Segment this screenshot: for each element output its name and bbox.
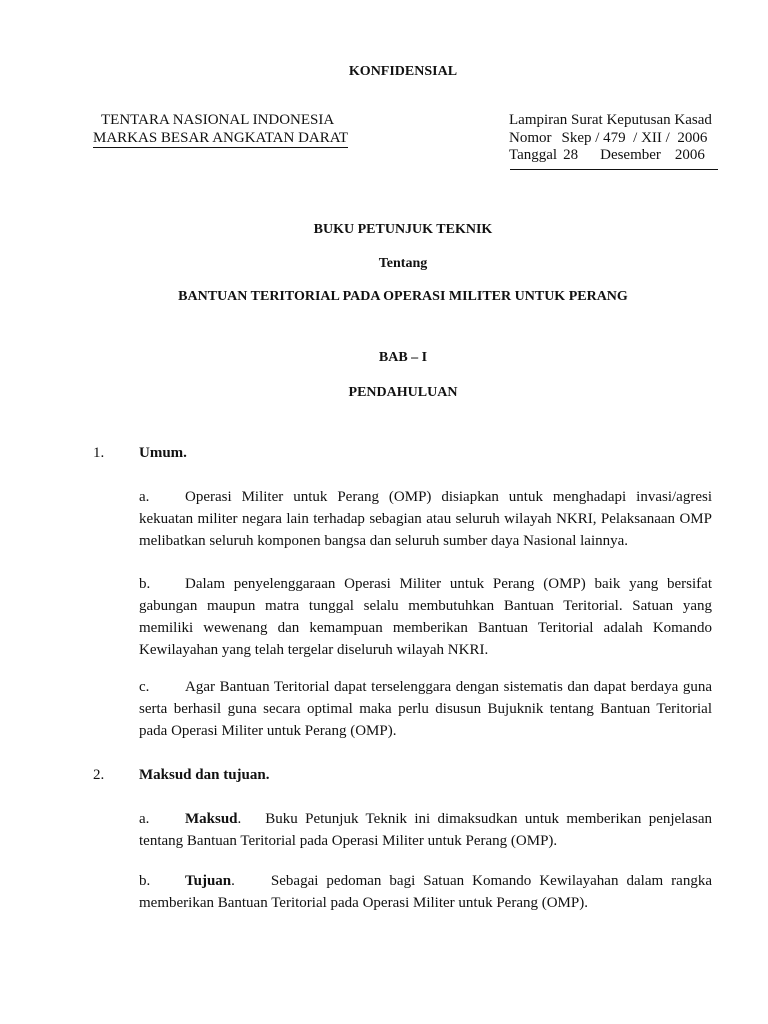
section-1-title: Umum. <box>139 445 187 461</box>
title-line2: Tentang <box>378 256 428 271</box>
tanggal-day: 28 <box>563 147 579 163</box>
title-line3: BANTUAN TERITORIAL PADA OPERASI MILITER UNTUK PERANG <box>178 289 628 304</box>
item-text: Sebagai pedoman bagi Satuan Komando Kewilayahan dalam rangka memberikan Bantuan Teritorial pada Operasi Militer untuk Perang (OMP). <box>139 873 712 911</box>
item-keyword: Tujuan <box>185 873 232 889</box>
header-right-rule <box>510 169 718 170</box>
tanggal-label: Tanggal <box>509 147 558 163</box>
nomor-value: Skep / 479 / XII / 2006 <box>561 130 708 146</box>
tanggal-year: 2006 <box>674 147 705 163</box>
title-line1: BUKU PETUNJUK TEKNIK <box>313 222 493 237</box>
item-label: c. <box>139 679 150 695</box>
header-right-tanggal <box>509 146 705 165</box>
tanggal-month: Desember <box>600 147 661 163</box>
item-text: Agar Bantuan Teritorial dapat terselenggara dengan sistematis dan dapat berdaya guna serta berhasil guna secara optimal maka perlu disusun Bujuknik tentang Bantuan Teritorial pada Operasi Militer untuk Perang (OMP). <box>139 679 712 739</box>
section-1-number: 1. <box>93 445 105 461</box>
chapter-number: BAB – I <box>378 350 428 365</box>
item-text: Buku Petunjuk Teknik ini dimaksudkan untuk memberikan penjelasan tentang Bantuan Teritorial pada Operasi Militer untuk Perang (OMP). <box>139 811 712 849</box>
item-label: b. <box>139 576 151 592</box>
item-text: Dalam penyelenggaraan Operasi Militer untuk Perang (OMP) baik yang bersifat gabungan maupun matra tunggal selalu membutuhkan Bantuan Teritorial. Satuan yang memiliki wewenang dan kemampuan memberikan Bantuan Teritorial adalah Komando Kewilayahan yang telah tergelar diseluruh wilayah NKRI. <box>139 576 712 658</box>
item-label: a. <box>139 489 150 505</box>
section-1-item-b <box>139 573 712 661</box>
header-right-line1: Lampiran Surat Keputusan Kasad <box>509 112 712 128</box>
item-keyword: Maksud <box>185 811 238 827</box>
section-2-title: Maksud dan tujuan. <box>139 767 270 783</box>
item-label: a. <box>139 811 150 827</box>
header-left-line2 <box>93 129 348 148</box>
section-1-item-c <box>139 676 712 742</box>
section-1-item-a <box>139 486 712 552</box>
chapter-name: PENDAHULUAN <box>348 385 458 400</box>
item-text: Operasi Militer untuk Perang (OMP) disiapkan untuk menghadapi invasi/agresi kekuatan militer negara lain terhadap sebagian atau seluruh wilayah NKRI, Pelaksanaan OMP melibatkan seluruh komponen bangsa dan seluruh sumber daya Nasional lainnya. <box>139 489 712 549</box>
section-2-item-b: b. Tujuan. Sebagai pedoman bagi Satuan Komando Kewilayahan dalam rangka memberikan Bantuan Teritorial pada Operasi Militer untuk Perang (OMP). <box>139 870 712 914</box>
section-2-item-a: a. Maksud. Buku Petunjuk Teknik ini dimaksudkan untuk memberikan penjelasan tentang Bantuan Teritorial pada Operasi Militer untuk Perang (OMP). <box>139 808 712 852</box>
classification-label: KONFIDENSIAL <box>348 64 458 79</box>
header-left-line2-text: MARKAS BESAR ANGKATAN DARAT <box>93 130 349 146</box>
section-2-number: 2. <box>93 767 105 783</box>
header-left-line1: TENTARA NASIONAL INDONESIA <box>101 112 335 128</box>
item-label: b. <box>139 873 151 889</box>
nomor-label: Nomor <box>509 130 552 146</box>
